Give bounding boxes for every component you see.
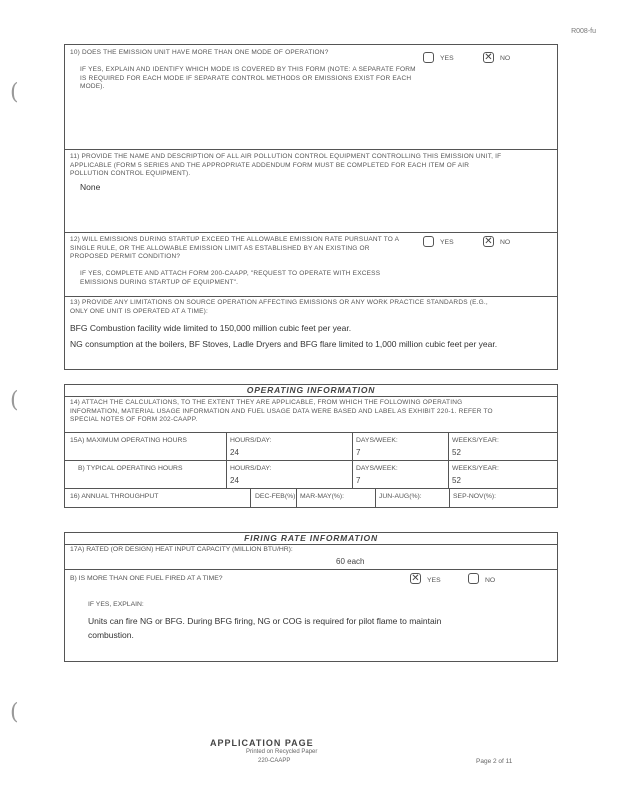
max-hours-day-value: 24 <box>230 448 239 457</box>
max-days-week-label: DAYS/WEEK: <box>356 437 398 444</box>
q13-question: 13) PROVIDE ANY LIMITATIONS ON SOURCE OPERATION AFFECTING EMISSIONS OR ANY WORK PRACTICE STANDARDS (E.G., ONLY ONE UNIT IS OPERATED AT A TIME): <box>70 299 488 315</box>
q12-yes-label: YES <box>440 239 454 246</box>
punch-mark-top: ( <box>10 80 19 105</box>
mar-may-label: MAR-MAY(%): <box>300 493 345 500</box>
divider <box>64 296 558 297</box>
operating-instruction: 14) ATTACH THE CALCULATIONS, TO THE EXTENT THEY ARE APPLICABLE, FROM WHICH THE FOLLOWING OPERATING INFORMATION, MATERIAL USAGE INFORMATION AND FUEL USAGE DATA WERE BASED AND LABEL AS EXHIBIT 220-1. REFER TO SPECIAL NOTES OF FORM 202-CAAPP. <box>70 399 493 423</box>
divider <box>64 569 558 570</box>
fuel-yes-checkbox[interactable]: ✕ <box>411 573 420 584</box>
max-operating-hours-label: 15A) MAXIMUM OPERATING HOURS <box>70 437 187 444</box>
q10-no-checkbox[interactable]: ✕ <box>484 52 493 63</box>
divider <box>226 432 227 488</box>
divider <box>64 396 558 397</box>
q10-instruction: IF YES, EXPLAIN AND IDENTIFY WHICH MODE IS COVERED BY THIS FORM (NOTE: A SEPARATE FORM IS REQUIRED FOR EACH MODE IF SEPARATE CONTROL METHODS OR EMISSIONS EXIST FOR EACH MODE). <box>80 66 416 90</box>
jun-aug-label: JUN-AUG(%): <box>379 493 422 500</box>
divider <box>449 488 450 508</box>
typ-days-week-label: DAYS/WEEK: <box>356 465 398 472</box>
dec-feb-label: DEC-FEB(%): <box>255 493 298 500</box>
typ-hours-day-label: HOURS/DAY: <box>230 465 272 472</box>
typ-weeks-year-label: WEEKS/YEAR: <box>452 465 499 472</box>
q11-question: 11) PROVIDE THE NAME AND DESCRIPTION OF ALL AIR POLLUTION CONTROL EQUIPMENT CONTROLLING THIS EMISSION UNIT, IF APPLICABLE (FORM 5 SERIES AND THE APPROPRIATE ADDENDUM FORM MUST BE COMPLETED FOR EACH ITEM OF AIR POLLUTION CONTROL EQUIPMENT). <box>70 153 502 177</box>
footer-title: APPLICATION PAGE <box>210 738 314 748</box>
q12-no-label: NO <box>500 239 511 246</box>
explain-label: IF YES, EXPLAIN: <box>88 601 144 608</box>
q12-question: 12) WILL EMISSIONS DURING STARTUP EXCEED THE ALLOWABLE EMISSION RATE PURSUANT TO A SINGLE RULE, OR THE ALLOWABLE EMISSION LIMIT AS ESTABLISHED BY AN EXISTING OR PROPOSED PERMIT CONDITION? <box>70 236 399 260</box>
typ-weeks-year-value: 52 <box>452 476 461 485</box>
divider <box>250 488 251 508</box>
fuel-explanation-line2: combustion. <box>88 630 134 640</box>
divider <box>448 432 449 488</box>
sep-nov-label: SEP-NOV(%): <box>453 493 497 500</box>
typ-hours-day-value: 24 <box>230 476 239 485</box>
fuel-no-checkbox[interactable] <box>468 573 479 584</box>
fuel-no-label: NO <box>485 577 496 584</box>
max-weeks-year-value: 52 <box>452 448 461 457</box>
divider <box>64 460 558 461</box>
q13-answer-line2: NG consumption at the boilers, BF Stoves, Ladle Dryers and BFG flare limited to 1,000 million cubic feet per year. <box>70 339 498 349</box>
divider <box>64 432 558 433</box>
footer-form-code: 220-CAAPP <box>258 758 291 764</box>
divider <box>352 432 353 488</box>
q13-answer-line1: BFG Combustion facility wide limited to 150,000 million cubic feet per year. <box>70 323 352 333</box>
footer-subtitle: Printed on Recycled Paper <box>246 749 318 755</box>
annual-throughput-label: 16) ANNUAL THROUGHPUT <box>70 493 159 500</box>
operating-information-title: OPERATING INFORMATION <box>246 385 376 395</box>
q10-question: 10) DOES THE EMISSION UNIT HAVE MORE THAN ONE MODE OF OPERATION? <box>70 49 329 56</box>
heat-input-value: 60 each <box>336 557 365 566</box>
form-code: R008-fu <box>571 28 596 35</box>
q12-instruction: IF YES, COMPLETE AND ATTACH FORM 200-CAAPP, "REQUEST TO OPERATE WITH EXCESS EMISSIONS DURING STARTUP OF EQUIPMENT". <box>80 270 381 286</box>
q10-yes-label: YES <box>440 55 454 62</box>
punch-mark-middle: ( <box>10 388 19 413</box>
divider <box>64 149 558 150</box>
typ-days-week-value: 7 <box>356 476 361 485</box>
q12-no-checkbox[interactable]: ✕ <box>484 236 493 247</box>
divider <box>64 232 558 233</box>
divider <box>375 488 376 508</box>
max-weeks-year-label: WEEKS/YEAR: <box>452 437 499 444</box>
multiple-fuel-question: B) IS MORE THAN ONE FUEL FIRED AT A TIME? <box>70 575 223 582</box>
punch-mark-bottom: ( <box>10 700 19 725</box>
footer-page-number: Page 2 of 11 <box>476 758 513 765</box>
heat-input-label: 17A) RATED (OR DESIGN) HEAT INPUT CAPACITY (MILLION BTU/HR): <box>70 546 293 553</box>
fuel-explanation-line1: Units can fire NG or BFG. During BFG firing, NG or COG is required for pilot flame to maintain <box>88 616 442 626</box>
typical-operating-hours-label: B) TYPICAL OPERATING HOURS <box>78 465 183 472</box>
firing-rate-title: FIRING RATE INFORMATION <box>244 533 378 543</box>
q11-answer: None <box>80 182 101 192</box>
divider <box>64 544 558 545</box>
max-days-week-value: 7 <box>356 448 361 457</box>
q10-no-label: NO <box>500 55 511 62</box>
q10-yes-checkbox[interactable] <box>423 52 434 63</box>
fuel-yes-label: YES <box>427 577 441 584</box>
max-hours-day-label: HOURS/DAY: <box>230 437 272 444</box>
q12-yes-checkbox[interactable] <box>423 236 434 247</box>
divider <box>64 488 558 489</box>
